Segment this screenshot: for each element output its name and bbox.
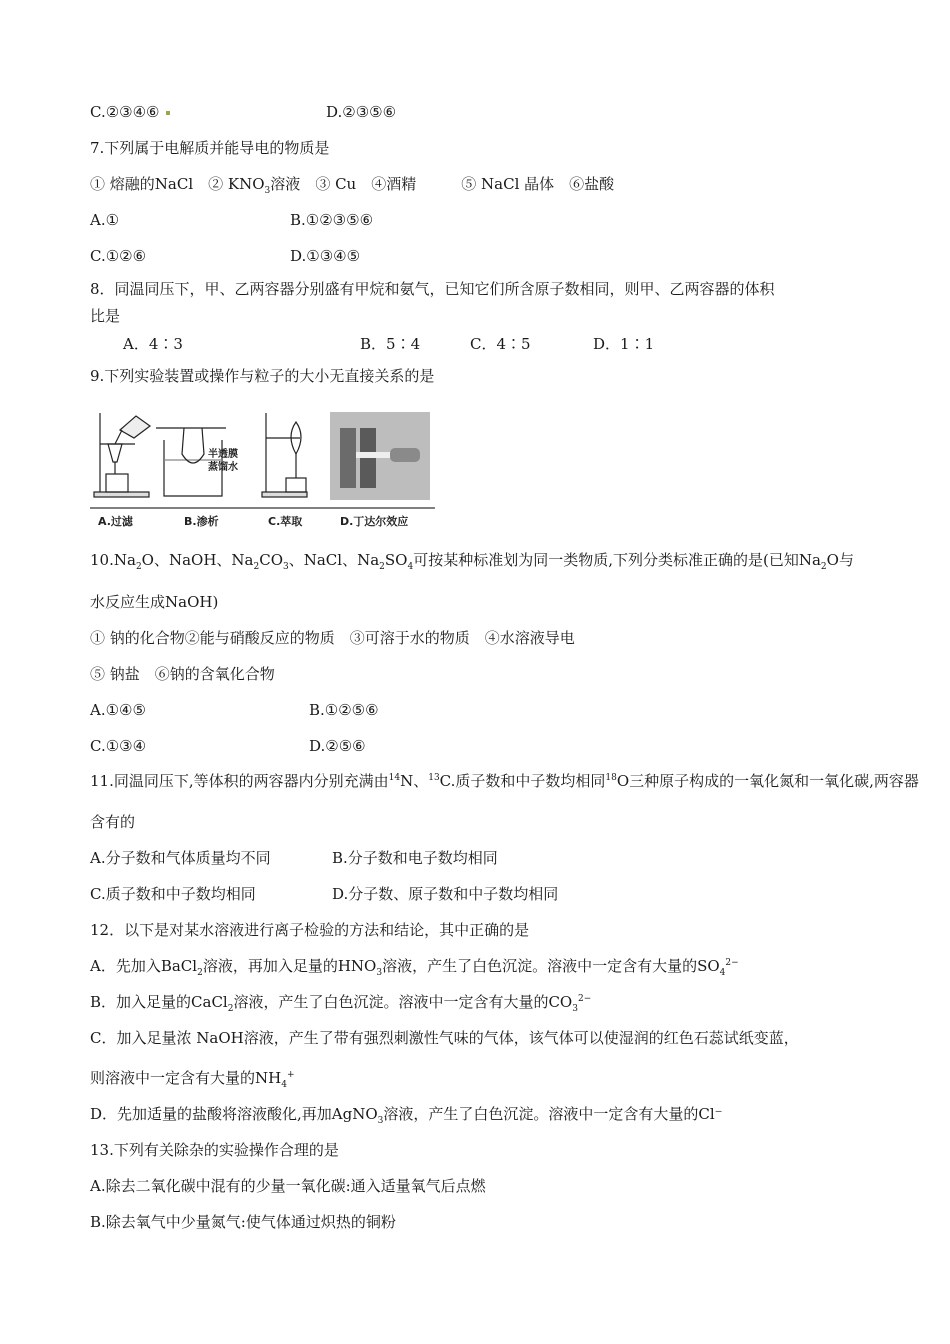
q13-option-a: A.除去二氧化碳中混有的少量一氧化碳:通入适量氧气后点燃 <box>90 1177 486 1195</box>
label-filtration: A.过滤 <box>98 515 133 528</box>
q12-option-c-line2: 则溶液中一定含有大量的$NH_4^+$ <box>90 1069 295 1090</box>
q13-stem: 13.下列有关除杂的实验操作合理的是 <box>90 1141 339 1159</box>
apparatus-illustration <box>90 408 435 533</box>
apparatus-figure <box>90 408 435 533</box>
q8-option-c: C．4∶5 <box>470 335 531 353</box>
q8-option-a: A．4∶3 <box>123 335 183 353</box>
q8-option-d: D．1∶1 <box>593 335 655 353</box>
q7-items: ① 熔融的NaCl ② $KNO_3$溶液 ③ Cu ④酒精 ⑤ NaCl 晶体 ⑥盐酸 <box>90 175 615 196</box>
q8-stem-line2: 比是 <box>90 307 121 325</box>
q10-stem-line1: $10.Na_2O$、NaOH、$Na_2CO_3$、NaCl、$Na_2SO_4$可按某种标准划为同一类物质,下列分类标准正确的是(已知$Na_2O$与 <box>90 551 854 572</box>
q10-criteria-1: ① 钠的化合物②能与硝酸反应的物质 ③可溶于水的物质 ④水溶液导电 <box>90 629 575 647</box>
q10-option-a: A.①④⑤ <box>90 701 146 719</box>
tyndall-photo <box>330 412 430 500</box>
q8-option-b: B．5∶4 <box>360 335 421 353</box>
q10-option-b: B.①②⑤⑥ <box>309 701 379 719</box>
q7-option-c: C.①②⑥ <box>90 247 147 265</box>
q10-option-c: C.①③④ <box>90 737 147 755</box>
q11-option-c: C.质子数和中子数均相同 <box>90 885 256 903</box>
q12-option-a: A．先加入BaCl$_2$溶液，再加入足量的$HNO_3$溶液，产生了白色沉淀。溶液中一定含有大量的$SO_4^{2-}$ <box>90 957 739 978</box>
q6-option-d: D.②③⑤⑥ <box>326 103 397 121</box>
label-extraction: C.萃取 <box>268 515 303 528</box>
q11-option-d: D.分子数、原子数和中子数均相同 <box>332 885 559 903</box>
label-tyndall: D.丁达尔效应 <box>340 515 409 528</box>
label-membrane: 半透膜 <box>208 449 238 460</box>
q12-option-d: D．先加适量的盐酸将溶液酸化,再加AgNO$_3$溶液，产生了白色沉淀。溶液中一定含有大量的Cl⁻ <box>90 1105 723 1126</box>
q10-stem-line2: 水反应生成NaOH) <box>90 593 219 611</box>
q10-criteria-2: ⑤ 钠盐 ⑥钠的含氧化合物 <box>90 665 275 683</box>
q10-option-d: D.②⑤⑥ <box>309 737 366 755</box>
q11-option-b: B.分子数和电子数均相同 <box>332 849 498 867</box>
q7-option-a: A.① <box>90 211 120 229</box>
q11-stem-line2: 含有的 <box>90 813 136 831</box>
q6-option-c: C.②③④⑥ <box>90 102 170 122</box>
q7-stem: 7.下列属于电解质并能导电的物质是 <box>90 139 330 157</box>
q11-option-a: A.分子数和气体质量均不同 <box>90 849 271 867</box>
label-dialysis: B.渗析 <box>184 515 219 528</box>
label-distilled-water: 蒸馏水 <box>208 462 238 473</box>
extraction-apparatus <box>262 413 307 497</box>
q7-option-b: B.①②③⑤⑥ <box>290 211 374 229</box>
q9-stem: 9.下列实验装置或操作与粒子的大小无直接关系的是 <box>90 367 435 385</box>
q12-option-c-line1: C．加入足量浓 NaOH溶液，产生了带有强烈刺激性气味的气体，该气体可以使湿润的红色石蕊试纸变蓝， <box>90 1029 799 1047</box>
q8-stem-line1: 8．同温同压下，甲、乙两容器分别盛有甲烷和氨气，已知它们所含原子数相同，则甲、乙两容器的体积 <box>90 280 775 298</box>
q13-option-b: B.除去氧气中少量氮气:使气体通过炽热的铜粉 <box>90 1213 396 1231</box>
q11-stem-line1: 11.同温同压下,等体积的两容器内分别充满由$^{14}$N、$^{13}$C.质子数和中子数均相同$^{18}$O三种原子构成的一氧化氮和一氧化碳,两容器 <box>90 772 919 790</box>
stray-mark <box>166 111 170 115</box>
q7-option-d: D.①③④⑤ <box>290 247 361 265</box>
q12-option-b: B．加入足量的CaCl$_2$溶液，产生了白色沉淀。溶液中一定含有大量的$CO_3^{2-}$ <box>90 993 592 1014</box>
q12-stem: 12．以下是对某水溶液进行离子检验的方法和结论，其中正确的是 <box>90 921 530 939</box>
filtration-apparatus <box>94 413 150 497</box>
